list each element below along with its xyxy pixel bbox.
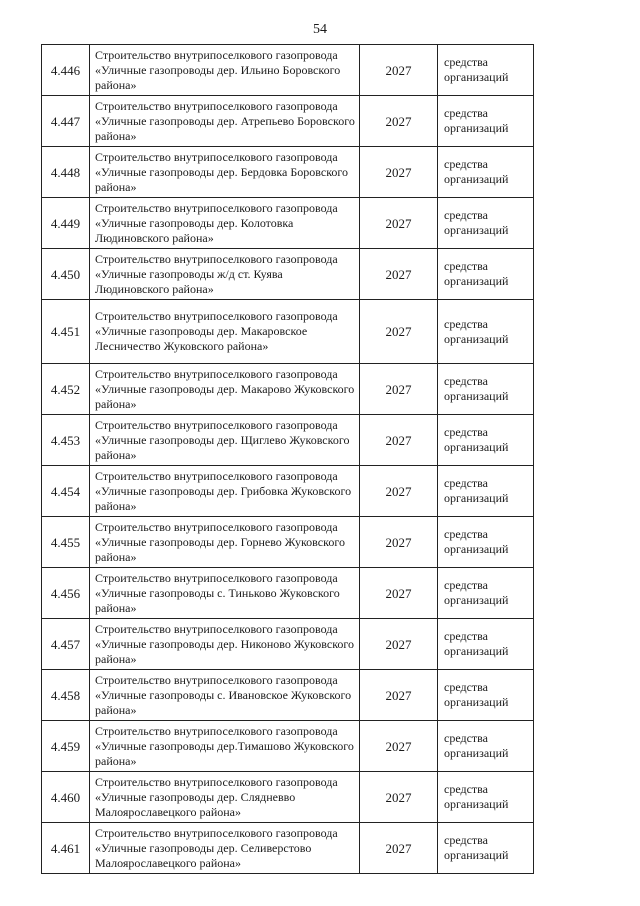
funding-source: средства организаций <box>438 670 534 721</box>
table-row <box>42 415 612 466</box>
row-number: 4.456 <box>42 568 90 619</box>
blank-cell <box>534 619 612 670</box>
row-number: 4.454 <box>42 466 90 517</box>
row-number: 4.450 <box>42 249 90 300</box>
year-cell: 2027 <box>360 670 438 721</box>
project-name: Строительство внутрипоселкового газопровода «Уличные газопроводы дер. Ильино Боровского района» <box>90 45 360 96</box>
funding-source: средства организаций <box>438 198 534 249</box>
table-row <box>42 619 612 670</box>
project-name: Строительство внутрипоселкового газопровода «Уличные газопроводы дер. Колотовка Людиновского района» <box>90 198 360 249</box>
year-cell: 2027 <box>360 466 438 517</box>
funding-source: средства организаций <box>438 772 534 823</box>
blank-cell <box>534 670 612 721</box>
row-number: 4.460 <box>42 772 90 823</box>
year-cell: 2027 <box>360 517 438 568</box>
table-row <box>42 568 612 619</box>
row-number: 4.448 <box>42 147 90 198</box>
table-body <box>42 45 612 874</box>
year-cell: 2027 <box>360 96 438 147</box>
blank-cell <box>534 466 612 517</box>
funding-source: средства организаций <box>438 147 534 198</box>
row-number: 4.452 <box>42 364 90 415</box>
table-row <box>42 364 612 415</box>
blank-cell <box>534 45 612 96</box>
blank-cell <box>534 721 612 772</box>
project-name: Строительство внутрипоселкового газопровода «Уличные газопроводы ж/д ст. Куява Людиновского района» <box>90 249 360 300</box>
year-cell: 2027 <box>360 568 438 619</box>
year-cell: 2027 <box>360 147 438 198</box>
table-row <box>42 466 612 517</box>
year-cell: 2027 <box>360 198 438 249</box>
project-name: Строительство внутрипоселкового газопровода «Уличные газопроводы дер. Макаровское Лесничество Жуковского района» <box>90 300 360 364</box>
year-cell: 2027 <box>360 721 438 772</box>
table-row <box>42 147 612 198</box>
table-row <box>42 670 612 721</box>
table-row <box>42 517 612 568</box>
project-name: Строительство внутрипоселкового газопровода «Уличные газопроводы дер. Щиглево Жуковского района» <box>90 415 360 466</box>
row-number: 4.451 <box>42 300 90 364</box>
project-name: Строительство внутрипоселкового газопровода «Уличные газопроводы дер. Грибовка Жуковского района» <box>90 466 360 517</box>
year-cell: 2027 <box>360 772 438 823</box>
table-row <box>42 96 612 147</box>
row-number: 4.449 <box>42 198 90 249</box>
project-name: Строительство внутрипоселкового газопровода «Уличные газопроводы дер. Горнево Жуковского района» <box>90 517 360 568</box>
table-row <box>42 721 612 772</box>
table-row <box>42 249 612 300</box>
blank-cell <box>534 364 612 415</box>
blank-cell <box>534 147 612 198</box>
project-name: Строительство внутрипоселкового газопровода «Уличные газопроводы дер. Макарово Жуковского района» <box>90 364 360 415</box>
project-name: Строительство внутрипоселкового газопровода «Уличные газопроводы дер.Тимашово Жуковского района» <box>90 721 360 772</box>
table-row <box>42 45 612 96</box>
funding-source: средства организаций <box>438 619 534 670</box>
funding-source: средства организаций <box>438 721 534 772</box>
year-cell: 2027 <box>360 364 438 415</box>
row-number: 4.461 <box>42 823 90 874</box>
blank-cell <box>534 96 612 147</box>
blank-cell <box>534 300 612 364</box>
funding-source: средства организаций <box>438 415 534 466</box>
row-number: 4.453 <box>42 415 90 466</box>
table-row <box>42 198 612 249</box>
row-number: 4.455 <box>42 517 90 568</box>
year-cell: 2027 <box>360 45 438 96</box>
funding-source: средства организаций <box>438 517 534 568</box>
funding-source: средства организаций <box>438 249 534 300</box>
blank-cell <box>534 772 612 823</box>
table-row <box>42 300 612 364</box>
program-table <box>41 44 612 874</box>
year-cell: 2027 <box>360 249 438 300</box>
funding-source: средства организаций <box>438 466 534 517</box>
blank-cell <box>534 249 612 300</box>
project-name: Строительство внутрипоселкового газопровода «Уличные газопроводы дер. Атрепьево Боровского района» <box>90 96 360 147</box>
table-row <box>42 823 612 874</box>
project-name: Строительство внутрипоселкового газопровода «Уличные газопроводы дер. Никоново Жуковского района» <box>90 619 360 670</box>
blank-cell <box>534 568 612 619</box>
row-number: 4.446 <box>42 45 90 96</box>
funding-source: средства организаций <box>438 300 534 364</box>
row-number: 4.447 <box>42 96 90 147</box>
funding-source: средства организаций <box>438 823 534 874</box>
blank-cell <box>534 415 612 466</box>
table-row <box>42 772 612 823</box>
blank-cell <box>534 198 612 249</box>
project-name: Строительство внутрипоселкового газопровода «Уличные газопроводы с. Ивановское Жуковского района» <box>90 670 360 721</box>
project-name: Строительство внутрипоселкового газопровода «Уличные газопроводы дер. Бердовка Боровского района» <box>90 147 360 198</box>
blank-cell <box>534 517 612 568</box>
year-cell: 2027 <box>360 619 438 670</box>
row-number: 4.459 <box>42 721 90 772</box>
year-cell: 2027 <box>360 823 438 874</box>
year-cell: 2027 <box>360 415 438 466</box>
row-number: 4.457 <box>42 619 90 670</box>
year-cell: 2027 <box>360 300 438 364</box>
project-name: Строительство внутрипоселкового газопровода «Уличные газопроводы дер. Слядневво Малоярославецкого района» <box>90 772 360 823</box>
funding-source: средства организаций <box>438 568 534 619</box>
funding-source: средства организаций <box>438 364 534 415</box>
funding-source: средства организаций <box>438 45 534 96</box>
page-number: 54 <box>313 22 327 37</box>
funding-source: средства организаций <box>438 96 534 147</box>
row-number: 4.458 <box>42 670 90 721</box>
project-name: Строительство внутрипоселкового газопровода «Уличные газопроводы с. Тиньково Жуковского района» <box>90 568 360 619</box>
blank-cell <box>534 823 612 874</box>
project-name: Строительство внутрипоселкового газопровода «Уличные газопроводы дер. Селиверстово Малоярославецкого района» <box>90 823 360 874</box>
